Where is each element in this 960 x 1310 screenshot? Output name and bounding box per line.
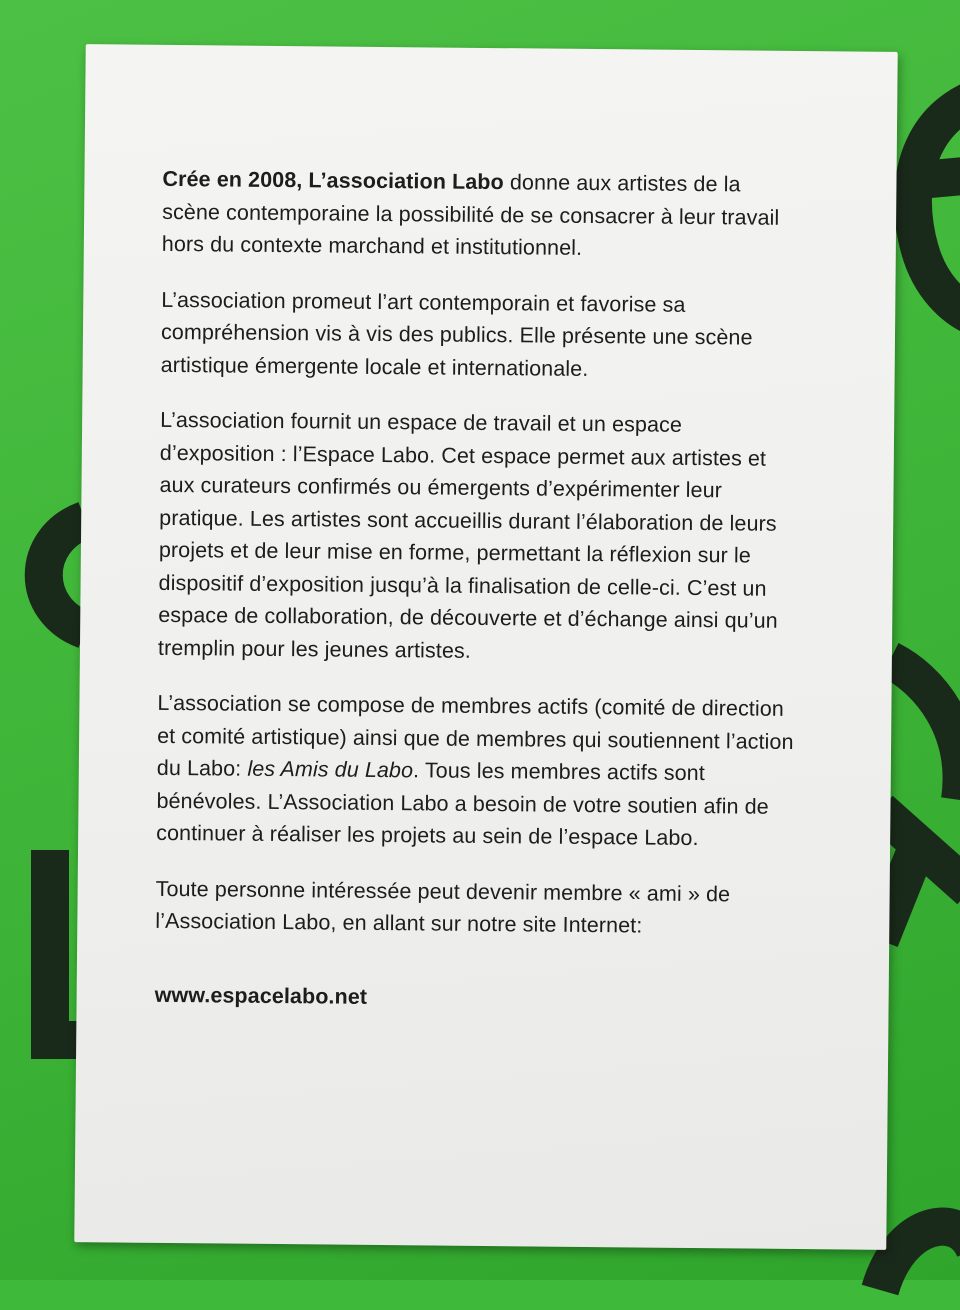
card-body-text — [154, 163, 802, 1040]
intro-bold-lead: Crée en 2008, L’association Labo — [162, 166, 504, 195]
membership-paragraph — [156, 687, 798, 856]
printed-card — [74, 44, 897, 1250]
membership-text-after: . Tous les membres actifs sont bénévoles. L’Association Labo a besoin de votre soutien afin de continuer à réaliser les projets au sein de l’espace Labo. — [156, 758, 769, 851]
workspace-paragraph: L’association fournit un espace de travail et un espace d’exposition : l’Espace Labo. Cet espace permet aux artistes et aux curateurs confirmés ou émergents d’expérimenter leur pratique. Les artistes sont accueillis durant l’élaboration de leurs projets et de leur mise en forme, permettant la réflexion sur le dispositif d’exposition jusqu’à la finalisation de celle-ci. C’est un espace de collaboration, de découverte et d’échange ainsi qu’un tremplin pour les jeunes artistes. — [157, 407, 778, 663]
intro-rest: donne aux artistes de la scène contemporaine la possibilité de se consacrer à leur travail hors du contexte marchand et institutionnel. — [161, 170, 780, 260]
membership-text-before: L’association se compose de membres actifs (comité de direction et comité artistique) ainsi que de membres qui soutiennent l’action du Labo: — [156, 690, 794, 781]
website-url: www.espacelabo.net — [154, 982, 368, 1009]
intro-paragraph — [162, 163, 803, 267]
promotion-paragraph: L’association promeut l’art contemporain et favorise sa compréhension vis à vis des publics. Elle présente une scène artistique émergente locale et internationale. — [160, 287, 753, 381]
amis-du-labo-italic: les Amis du Labo — [247, 756, 414, 783]
join-paragraph: Toute personne intéressée peut devenir membre « ami » de l’Association Labo, en allant sur notre site Internet: — [155, 876, 731, 938]
